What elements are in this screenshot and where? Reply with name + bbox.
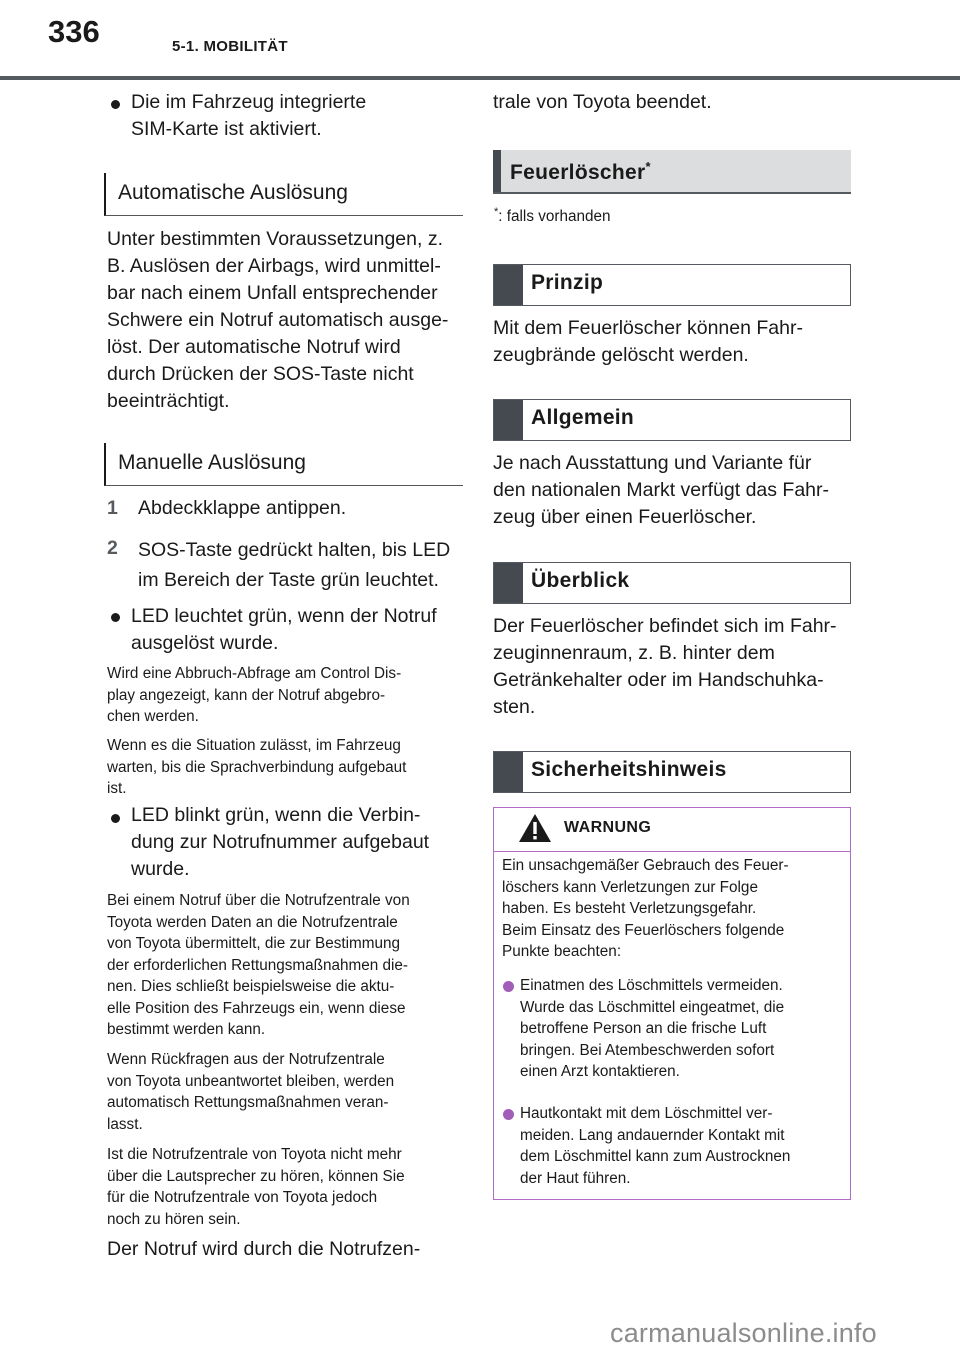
bullet-led-green: LED leuchtet grün, wenn der Notruf ausgelöst wurde. (131, 605, 437, 654)
prinzip-text: Mit dem Feuerlöscher können Fahr- zeugbrände gelöscht werden. (493, 317, 803, 366)
warning-box (493, 807, 851, 1200)
bullet-led-blink: LED blinkt grün, wenn die Verbin- dung zur Notrufnummer aufgebaut wurde. (131, 804, 430, 880)
warning-triangle-icon (518, 813, 552, 843)
step-number-2: 2 (107, 537, 118, 559)
bullet-sim: Die im Fahrzeug integrierte SIM-Karte ist aktiviert. (131, 91, 367, 140)
note-wait: Wenn es die Situation zulässt, im Fahrzeug warten, bis die Sprachverbindung aufgebaut ist. (107, 737, 407, 797)
footnote: *: falls vorhanden (494, 206, 611, 226)
heading-bar (494, 265, 523, 305)
heading-bar (494, 400, 523, 440)
heading-bar (494, 563, 523, 603)
left-last-line: Der Notruf wird durch die Notrufzen- (107, 1238, 421, 1260)
heading-bar (494, 752, 523, 792)
bullet-icon (111, 100, 120, 109)
warning-point-2: Hautkontakt mit dem Löschmittel ver- meiden. Lang andauernder Kontakt mit dem Löschmittel kann zum Austrocknen der Haut führen. (520, 1105, 791, 1187)
note-data: Bei einem Notruf über die Notrufzentrale von Toyota werden Daten an die Notrufzentrale von Toyota übermittelt, die zur Bestimmung der erforderlichen Rettungsmaßnahmen die- nen. Dies schließt beispielsweise die aktu- elle Position des Fahrzeugs ein, wenn diese bestimmt werden kann. (107, 892, 410, 1038)
ueberblick-text: Der Feuerlöscher befindet sich im Fahr- zeuginnenraum, z. B. hinter dem Getränkehalter oder im Handschuhka- sten. (493, 615, 837, 718)
bullet-dot-icon (503, 981, 514, 992)
subheading-auto: Automatische Auslösung (104, 173, 463, 216)
heading-bar (493, 150, 501, 192)
bullet-icon (111, 814, 120, 823)
subheading-manual: Manuelle Auslösung (104, 443, 463, 486)
heading-allgemein: Allgemein (493, 399, 851, 441)
right-continued: trale von Toyota beendet. (493, 91, 712, 113)
note-abort: Wird eine Abbruch-Abfrage am Control Dis- play angezeigt, kann der Notruf abgebro- chen werden. (107, 665, 402, 725)
heading-prinzip: Prinzip (493, 264, 851, 306)
bullet-icon (111, 613, 120, 622)
watermark: carmanualsonline.info (610, 1318, 877, 1348)
warning-title: WARNUNG (564, 819, 652, 836)
heading-sicherheitshinweis: Sicherheitshinweis (493, 751, 851, 793)
header-rule (0, 76, 960, 80)
heading-ueberblick: Überblick (493, 562, 851, 604)
page-number: 336 (48, 14, 100, 49)
bullet-dot-icon (503, 1109, 514, 1120)
allgemein-text: Je nach Ausstattung und Variante für den nationalen Markt verfügt das Fahr- zeug über einen Feuerlöscher. (493, 452, 830, 528)
warning-point-1: Einatmen des Löschmittels vermeiden. Wurde das Löschmittel eingeatmet, die betroffene Person an die frische Luft bringen. Bei Atembeschwerden sofort einen Arzt kontaktieren. (520, 977, 785, 1080)
warning-intro: Ein unsachgemäßer Gebrauch des Feuer- löschers kann Verletzungen zur Folge haben. Es besteht Verletzungsgefahr. Beim Einsatz des Feuerlöschers folgende Punkte beachten: (502, 857, 789, 960)
step-number-1: 1 (107, 497, 118, 519)
heading-feuerloescher: Feuerlöscher* (493, 150, 851, 194)
note-queries: Wenn Rückfragen aus der Notrufzentrale von Toyota unbeantwortet bleiben, werden automatisch Rettungsmaßnahmen veran- lasst. (107, 1051, 395, 1133)
step-1: Abdeckklappe antippen. (138, 497, 347, 519)
warning-header (494, 808, 850, 852)
step-2: SOS-Taste gedrückt halten, bis LED im Bereich der Taste grün leuchtet. (138, 539, 451, 591)
auto-paragraph: Unter bestimmten Voraussetzungen, z. B. Auslösen der Airbags, wird unmittel- bar nach einem Unfall entsprechender Schwere ein Notruf automatisch ausge- löst. Der automatische Notruf wird durch Drücken der SOS-Taste nicht beeinträchtigt. (107, 228, 449, 412)
note-speakers: Ist die Notrufzentrale von Toyota nicht mehr über die Lautsprecher zu hören, können Sie für die Notrufzentrale von Toyota jedoch noch zu hören sein. (107, 1146, 405, 1228)
section-title: 5-1. MOBILITÄT (172, 38, 288, 55)
